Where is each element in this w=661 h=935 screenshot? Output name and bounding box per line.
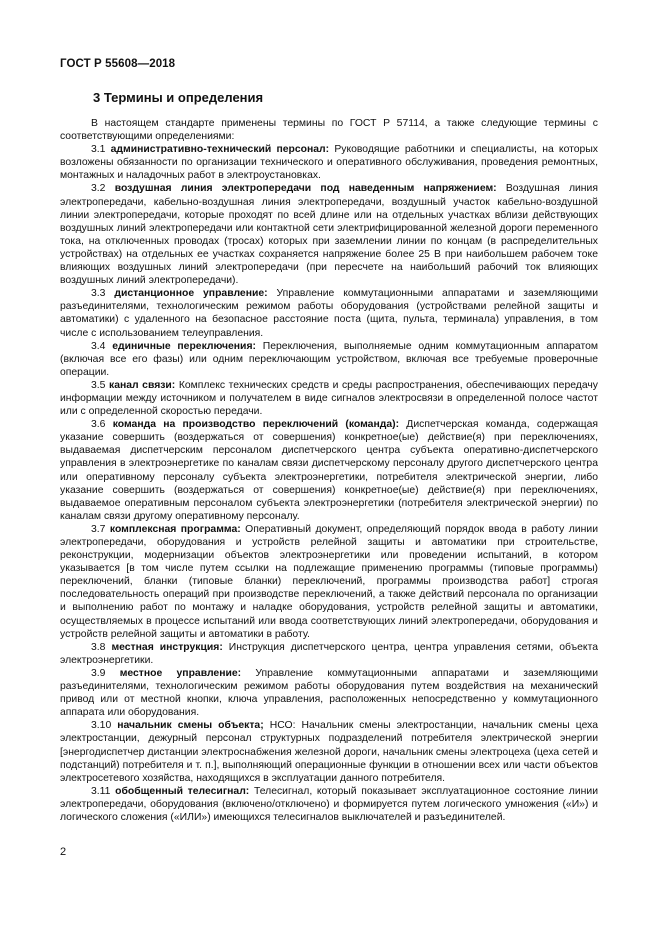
term-number: 3.1 bbox=[91, 144, 106, 156]
term-name: единичные переключения: bbox=[112, 340, 256, 352]
term-definition bbox=[60, 287, 598, 339]
term-name: комплексная программа: bbox=[109, 523, 241, 535]
term-definition bbox=[60, 785, 598, 824]
term-text: Комплекс технических средств и среды распространения, обеспечивающих передачу информации между источником и получателем в виде сигналов электросвязи в определенной полосе частот или с определенной скоростью передачи. bbox=[60, 379, 599, 418]
page-number: 2 bbox=[60, 846, 67, 858]
document-code: ГОСТ Р 55608—2018 bbox=[60, 58, 176, 70]
term-name: административно-технический персонал: bbox=[110, 144, 330, 156]
term-definition bbox=[60, 182, 598, 287]
term-text: Телесигнал, который показывает эксплуатационное состояние линии электропередачи, оборудования (включено/отключено) и формируется путем логического умножения («И») и логического сложения («ИЛИ») имеющихся телесигналов выключателей и разъединителей. bbox=[60, 785, 599, 823]
term-definition bbox=[60, 418, 598, 523]
term-number: 3.7 bbox=[91, 523, 106, 535]
term-name: обобщенный телесигнал: bbox=[115, 785, 250, 797]
term-name: дистанционное управление: bbox=[114, 288, 268, 300]
term-text: Инструкция диспетчерского центра, центра управления сетями, объекта электроэнергетики. bbox=[60, 641, 598, 666]
term-number: 3.9 bbox=[91, 667, 106, 679]
term-text: Управление коммутационными аппаратами и заземляющими разъединителями, технологическим режимом работы оборудования путем воздействия на механический привод или от местной кнопки, ключа управления, расположенных непосредственно у коммутационного аппарата или оборудования. bbox=[60, 667, 598, 719]
term-text: Воздушная линия электропередачи, кабельно-воздушная линия электропередачи, воздушный участок кабельно-воздушной линии электропередачи, которые проходят по всей длине или на отдельных участках вблизи действующих воздушных линий электропередачи или контактной сети электрифицированной железной дороги переменного тока, на отключенных проводах (тросах) которых при заземлении линии по концам (в распределительных устройствах) на отдельных ее участках сохраняется напряжение более 25 В при наибольшем рабочем токе влияющих воздушных линий электропередачи (при пересчете на наибольший рабочий ток влияющих воздушных линий электропередачи). bbox=[60, 183, 598, 287]
term-definition bbox=[60, 523, 598, 641]
term-number: 3.4 bbox=[91, 340, 106, 352]
term-text: Руководящие работники и специалисты, на которых возложены обязанности по организации технического и оперативного обслуживания, проведения ремонтных, монтажных и наладочных работ в электроустановках. bbox=[60, 144, 598, 182]
term-name: воздушная линия электропередачи под наведенным напряжением: bbox=[114, 183, 497, 195]
term-number: 3.2 bbox=[91, 183, 106, 195]
term-number: 3.3 bbox=[91, 288, 106, 300]
term-name: канал связи: bbox=[109, 379, 176, 391]
term-text: Оперативный документ, определяющий порядок ввода в работу линии электропередачи, оборудования и устройств релейной защиты и автоматики при строительстве, реконструкции, модернизации объектов электроэнергетики или проведении испытаний, в котором указывается [в том числе путем ссылки на подлежащие применению программы (типовые программы) переключений, бланки (типовые бланки) переключений, программы производства работ] строгая последовательность операций при производстве переключений, а также действий персонала по организации и выполнению работ по монтажу и наладке оборудования, устройств релейной защиты и автоматики, осуществляемых в процессе испытаний или ввода соответствующих линий электропередачи, оборудования и устройств релейной защиты и автоматики в работу. bbox=[60, 523, 598, 640]
term-name: местное управление: bbox=[119, 667, 242, 679]
term-name: местная инструкция: bbox=[111, 641, 223, 653]
term-name: команда на производство переключений (команда): bbox=[112, 419, 400, 431]
term-number: 3.10 bbox=[91, 720, 112, 732]
term-number: 3.6 bbox=[91, 419, 106, 431]
term-number: 3.5 bbox=[91, 379, 106, 391]
term-definition bbox=[60, 667, 598, 719]
term-name: начальник смены объекта; bbox=[117, 720, 264, 732]
intro-paragraph: В настоящем стандарте применены термины по ГОСТ Р 57114, а также следующие термины с соответствующими определениями: bbox=[60, 118, 598, 143]
term-definition bbox=[60, 340, 598, 379]
term-definition bbox=[60, 719, 598, 784]
term-text: Переключения, выполняемые одним коммутационным аппаратом (включая все его фазы) или одним переключающим устройством, включая все требуемые проверочные операции. bbox=[60, 340, 599, 378]
term-definition bbox=[60, 379, 598, 418]
term-text: Диспетчерская команда, содержащая указание совершить (воздержаться от совершения) конкретное(ые) действие(я) при переключениях, выдаваемая диспетчерским персоналом диспетчерского центра субъекта оперативно-диспетчерского управления в электроэнергетике по каналам связи диспетчерскому персоналу другого диспетчерского центра или оперативному персоналу субъекта электроэнергетики, потребителя электрической энергии, либо указание совершить (воздержаться от совершения) конкретное(ые) действие(я) при переключениях, выдаваемое оперативным персоналом субъекта электроэнергетики (потребителя электрической энергии) по каналам связи другому оперативному персоналу. bbox=[60, 419, 599, 522]
section-heading: 3 Термины и определения bbox=[93, 90, 264, 105]
term-text: НСО: Начальник смены электростанции, начальник смены цеха электростанции, дежурный персонал структурных подразделений потребителя электрической энергии [энергодиспетчер дистанции электроснабжения железной дороги, начальник смены электроцеха (цеха сетей и подстанций) потребителя и т. п.], выполняющий операционные функции в отношении всех или части объектов электросетевого хозяйства, находящихся в эксплуатации данного потребителя. bbox=[60, 720, 599, 784]
document-body bbox=[60, 117, 598, 824]
term-text: Управление коммутационными аппаратами и заземляющими разъединителями, технологическим режимом работы оборудования (устройствами релейной защиты и автоматики) с удаленного на безопасное расстояние поста (щита, пульта, терминала) управления, в том числе с использованием телеуправления. bbox=[60, 288, 599, 339]
term-number: 3.8 bbox=[91, 641, 106, 653]
term-definition bbox=[60, 143, 598, 182]
term-number: 3.11 bbox=[91, 785, 111, 797]
term-definition bbox=[60, 641, 598, 667]
